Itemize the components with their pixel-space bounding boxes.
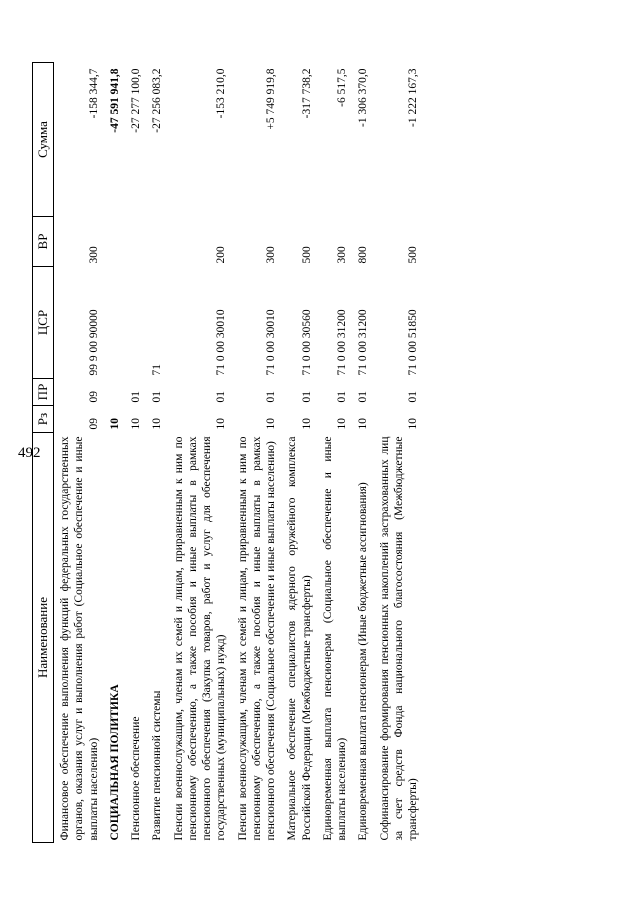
- header-pr: ПР: [33, 379, 54, 406]
- table-row: [281, 63, 317, 843]
- row-pr: 01: [215, 391, 228, 403]
- row-rz: 10: [265, 418, 277, 430]
- budget-table: [32, 62, 423, 843]
- row-vr: 500: [407, 246, 419, 264]
- table-row: [54, 63, 104, 843]
- row-csr: [104, 267, 125, 379]
- row-pr: 01: [151, 391, 164, 403]
- row-name: Единовременная выплата пенсионерам (Социальное обеспечение и иные выплаты населению): [321, 436, 348, 841]
- table-row: [104, 63, 125, 843]
- table-header-row: [33, 63, 54, 843]
- budget-table-rotated: [32, 63, 610, 843]
- row-csr: 99 9 00 90000: [87, 309, 100, 376]
- row-vr: [104, 217, 125, 267]
- header-rz: Рз: [33, 406, 54, 433]
- row-pr: 01: [336, 391, 348, 403]
- row-name: Пенсионное обеспечение: [130, 716, 142, 841]
- row-sum: -1 306 370,0: [357, 68, 370, 127]
- row-rz: 10: [215, 418, 228, 430]
- row-sum: -1 222 167,3: [407, 68, 419, 127]
- row-vr: 300: [87, 246, 100, 264]
- row-vr: [146, 217, 167, 267]
- row-vr: 500: [300, 246, 313, 264]
- row-vr: [125, 217, 146, 267]
- row-rz: 09: [87, 418, 100, 430]
- row-sum: -158 344,7: [87, 68, 100, 119]
- row-sum: -153 210,0: [215, 68, 228, 119]
- row-csr: 71 0 00 30560: [300, 309, 313, 376]
- table-row: [317, 63, 353, 843]
- row-rz: 10: [336, 418, 348, 430]
- row-rz: 10: [407, 418, 419, 430]
- row-sum: -47 591 941,8: [108, 68, 121, 133]
- header-vr: ВР: [33, 217, 54, 267]
- row-name: Развитие пенсионной системы: [151, 690, 164, 841]
- table-row: [374, 63, 424, 843]
- row-rz: 10: [357, 418, 370, 430]
- table-row: [168, 63, 232, 843]
- row-vr: 300: [336, 246, 348, 264]
- row-sum: +5 749 919,8: [265, 68, 277, 130]
- row-name: Материальное обеспечение специалистов ядерного оружейного комплекса Российской Федерации (Межбюджетные трансферты): [286, 436, 313, 841]
- row-name: Финансовое обеспечение выполнения функций федеральных государственных органов, оказания услуг и выполнения работ (Социальное обеспечение и иные выплаты населению): [59, 436, 100, 841]
- row-csr: 71 0 00 30010: [215, 309, 228, 376]
- row-name: Пенсии военнослужащим, членам их семей и лицам, приравненным к ним по пенсионному обеспечению, а также пособия и иные выплаты в рамках пенсионного обеспечения (Закупка товаров, работ и услуг для обеспечения государственных (муниципальных) нужд): [172, 436, 228, 841]
- page-number: 492: [18, 445, 41, 461]
- row-csr: 71 0 00 31200: [336, 309, 348, 376]
- row-sum: -6 517,5: [336, 68, 348, 107]
- row-name: Пенсии военнослужащим, членам их семей и лицам, приравненным к ним по пенсионному обеспечению, а также пособия и иные выплаты в рамках пенсионного обеспечения (Социальное обеспечение и иные выплаты населению): [236, 436, 277, 841]
- row-pr: 01: [407, 391, 419, 403]
- row-csr: [125, 267, 146, 379]
- row-sum: -27 256 083,2: [151, 68, 164, 133]
- row-sum: -317 738,2: [300, 68, 313, 119]
- table-row: [232, 63, 282, 843]
- row-csr: 71 0 00 31200: [357, 309, 370, 376]
- row-vr: 300: [265, 246, 277, 264]
- row-csr: 71 0 00 51850: [407, 309, 419, 376]
- header-name: Наименование: [33, 433, 54, 843]
- row-pr: 01: [357, 391, 370, 403]
- header-csr: ЦСР: [33, 267, 54, 379]
- row-pr: [104, 379, 125, 406]
- row-pr: 09: [87, 391, 100, 403]
- table-row: [146, 63, 167, 843]
- row-vr: 200: [215, 246, 228, 264]
- row-pr: 01: [130, 391, 142, 403]
- header-sum: Сумма: [33, 63, 54, 217]
- row-csr: 71: [151, 364, 164, 376]
- row-sum: -27 277 100,0: [130, 68, 142, 133]
- row-rz: 10: [108, 418, 121, 430]
- table-row: [352, 63, 373, 843]
- table-row: [125, 63, 146, 843]
- row-pr: 01: [300, 391, 313, 403]
- row-rz: 10: [300, 418, 313, 430]
- row-name: Единовременная выплата пенсионерам (Иные бюджетные ассигнования): [357, 482, 370, 841]
- row-name: СОЦИАЛЬНАЯ ПОЛИТИКА: [108, 684, 121, 841]
- row-pr: 01: [265, 391, 277, 403]
- row-vr: 800: [357, 246, 370, 264]
- row-name: Софинансирование формирования пенсионных накоплений застрахованных лиц за счет средств Фонда национального благосостояния (Межбюджетные трансферты): [378, 436, 419, 841]
- row-rz: 10: [130, 418, 142, 430]
- row-rz: 10: [151, 418, 164, 430]
- row-csr: 71 0 00 30010: [265, 309, 277, 376]
